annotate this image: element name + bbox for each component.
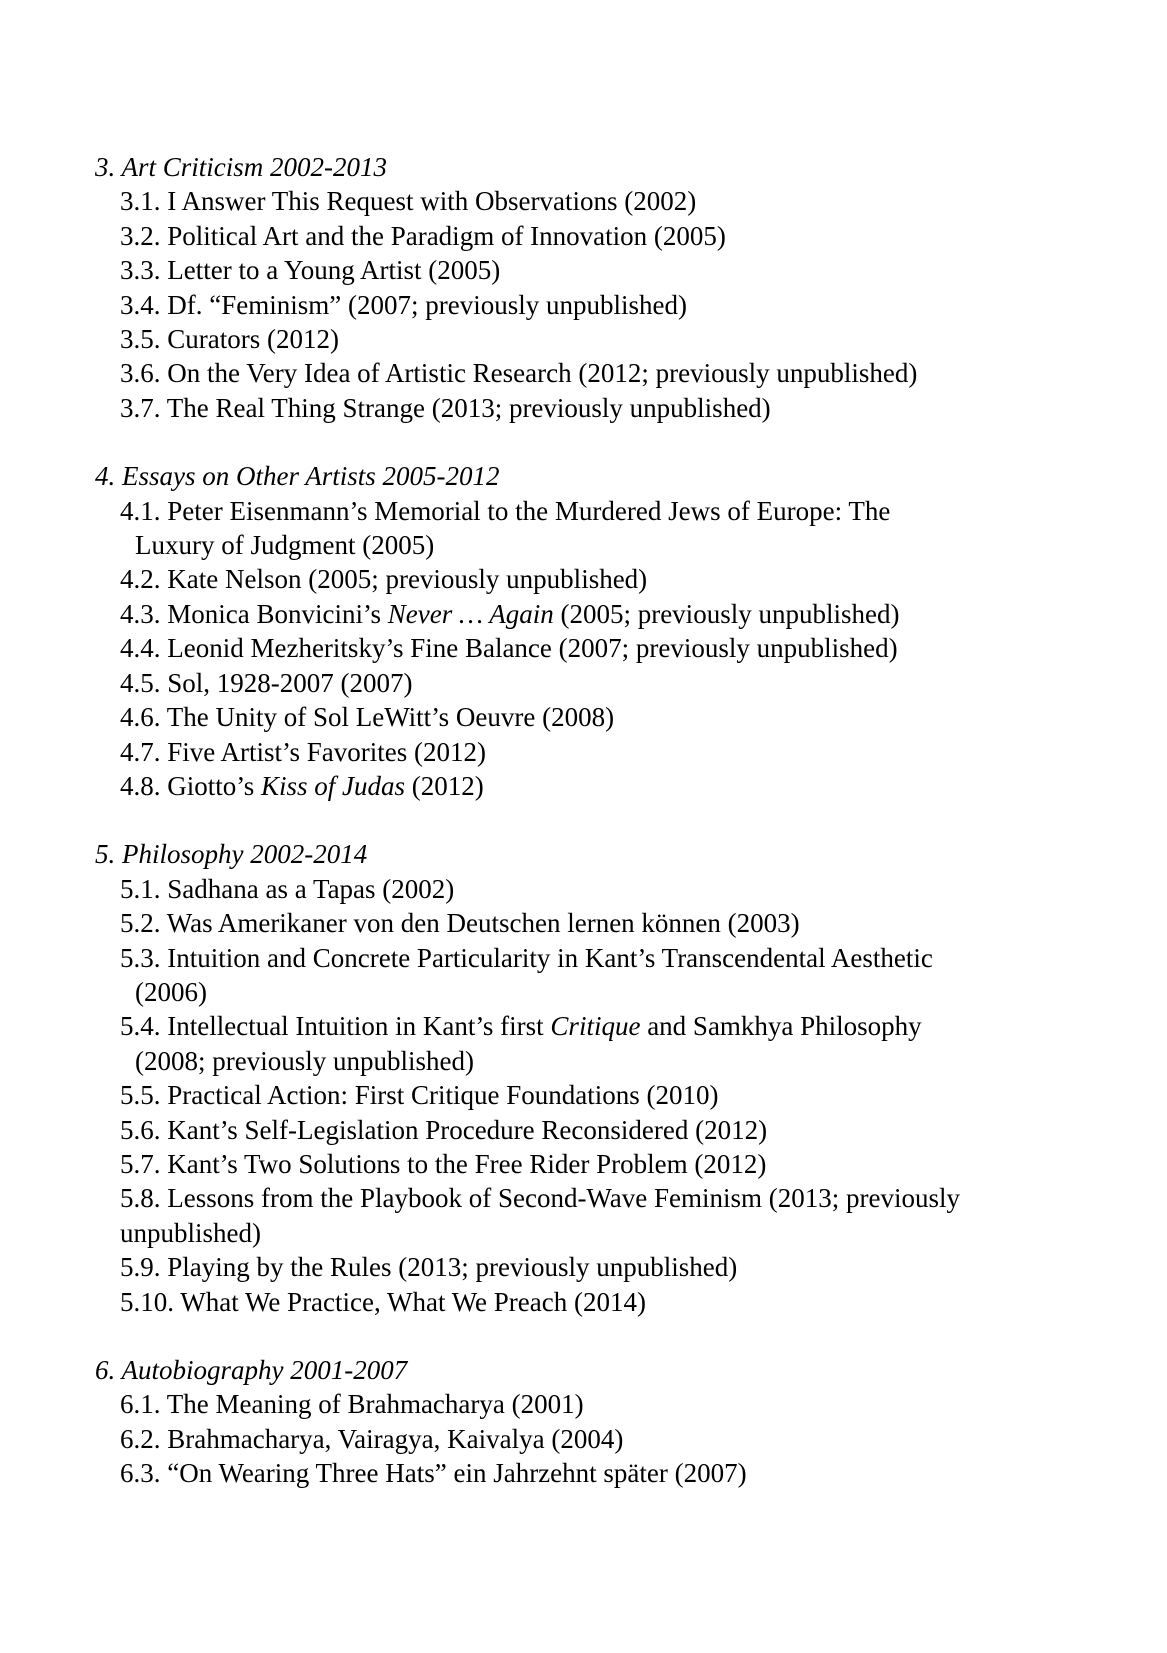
toc-item (95, 1456, 1127, 1490)
toc-item (95, 219, 1127, 253)
toc-item (95, 288, 1127, 322)
text-segment: 4.5. Sol, 1928-2007 (2007) (120, 667, 413, 698)
text-segment: 3.5. Curators (2012) (120, 324, 339, 355)
text-segment: 6.3. “On Wearing Three Hats” ein Jahrzehnt später (2007) (120, 1458, 747, 1489)
text-segment: 4.7. Five Artist’s Favorites (2012) (120, 736, 486, 767)
text-segment: 3.1. I Answer This Request with Observations (2002) (120, 186, 697, 217)
section-header: 4. Essays on Other Artists 2005-2012 (95, 461, 500, 492)
section-header: 3. Art Criticism 2002-2013 (95, 152, 388, 182)
toc-line (120, 1216, 1127, 1250)
toc-line (135, 975, 1127, 1009)
text-segment: (2006) (135, 976, 207, 1007)
toc-item (95, 631, 1127, 665)
text-segment: 5.1. Sadhana as a Tapas (2002) (120, 873, 455, 904)
toc-item (95, 906, 1127, 940)
toc-item (95, 872, 1127, 906)
text-segment: Critique (550, 1011, 641, 1042)
text-segment: Luxury of Judgment (2005) (135, 530, 435, 561)
toc-line (120, 1422, 1127, 1456)
toc-item (95, 941, 1127, 1010)
toc-item (95, 253, 1127, 287)
text-segment: 4.2. Kate Nelson (2005; previously unpublished) (120, 564, 648, 595)
toc-line (120, 597, 1127, 631)
toc-item (95, 494, 1127, 563)
text-segment: 5.6. Kant’s Self-Legislation Procedure Reconsidered (2012) (120, 1114, 768, 1145)
text-segment: 4.6. The Unity of Sol LeWitt’s Oeuvre (2008) (120, 702, 615, 733)
text-segment: 3.6. On the Very Idea of Artistic Research (2012; previously unpublished) (120, 358, 918, 389)
toc-line (120, 1009, 1127, 1043)
text-segment: 3.2. Political Art and the Paradigm of Innovation (2005) (120, 220, 726, 251)
toc-item (95, 1181, 1127, 1250)
toc-item (95, 1422, 1127, 1456)
text-segment: Never … Again (387, 598, 554, 629)
toc-line (120, 906, 1127, 940)
section-header: 6. Autobiography 2001-2007 (95, 1355, 408, 1385)
text-segment: 5.3. Intuition and Concrete Particularity in Kant’s Transcendental Aesthetic (120, 942, 933, 973)
toc-item (95, 1250, 1127, 1284)
text-segment: 5.4. Intellectual Intuition in Kant’s first (120, 1011, 551, 1042)
toc-section (95, 837, 1127, 1319)
text-segment: 6.1. The Meaning of Brahmacharya (2001) (120, 1389, 584, 1420)
text-segment: 4.4. Leonid Mezheritsky’s Fine Balance (2007; previously unpublished) (120, 633, 898, 664)
toc-line (120, 1181, 1127, 1215)
toc-line (120, 1113, 1127, 1147)
toc-item (95, 1285, 1127, 1319)
toc-item (95, 1113, 1127, 1147)
toc-item (95, 1147, 1127, 1181)
text-segment: 5.8. Lessons from the Playbook of Second-Wave Feminism (2013; previously (120, 1183, 960, 1214)
toc-line (120, 356, 1127, 390)
text-segment: unpublished) (120, 1217, 261, 1248)
toc-line (120, 769, 1127, 803)
toc-item (95, 356, 1127, 390)
toc-item (95, 666, 1127, 700)
text-segment: 4.8. Giotto’s (120, 770, 262, 801)
toc-line (120, 631, 1127, 665)
toc-line (120, 1078, 1127, 1112)
text-segment: 4.3. Monica Bonvicini’s (120, 598, 388, 629)
toc-item (95, 1009, 1127, 1078)
toc-item (95, 597, 1127, 631)
toc-line (120, 1250, 1127, 1284)
toc-line (135, 1044, 1127, 1078)
text-segment: 5.10. What We Practice, What We Preach (2014) (120, 1286, 646, 1317)
toc-item (95, 735, 1127, 769)
text-segment: (2008; previously unpublished) (135, 1045, 474, 1076)
toc-line (120, 941, 1127, 975)
text-segment: 5.9. Playing by the Rules (2013; previously unpublished) (120, 1252, 738, 1283)
toc-line (120, 872, 1127, 906)
toc-line (120, 1456, 1127, 1490)
toc-line (120, 219, 1127, 253)
toc-line (120, 322, 1127, 356)
text-segment: (2012) (405, 770, 484, 801)
text-segment: (2005; previously unpublished) (553, 598, 900, 629)
toc-line (120, 735, 1127, 769)
toc-item (95, 562, 1127, 596)
toc-line (120, 391, 1127, 425)
toc-item (95, 769, 1127, 803)
text-segment: 3.3. Letter to a Young Artist (2005) (120, 255, 501, 286)
toc-line (120, 494, 1127, 528)
toc-item (95, 1387, 1127, 1421)
toc-item (95, 391, 1127, 425)
text-segment: 5.2. Was Amerikaner von den Deutschen lernen können (2003) (120, 908, 800, 939)
toc-line (120, 1147, 1127, 1181)
text-segment: Kiss of Judas (261, 770, 406, 801)
text-segment: 3.4. Df. “Feminism” (2007; previously unpublished) (120, 289, 687, 320)
toc-line (120, 253, 1127, 287)
toc-section (95, 459, 1127, 803)
toc-section (95, 1353, 1127, 1491)
toc-line (120, 1285, 1127, 1319)
text-segment: 4.1. Peter Eisenmann’s Memorial to the Murdered Jews of Europe: The (120, 495, 891, 526)
text-segment: and Samkhya Philosophy (640, 1011, 922, 1042)
toc-section (95, 150, 1127, 425)
toc-line (120, 562, 1127, 596)
toc-line (120, 288, 1127, 322)
text-segment: 6.2. Brahmacharya, Vairagya, Kaivalya (2004) (120, 1423, 624, 1454)
toc-item (95, 322, 1127, 356)
text-segment: 5.7. Kant’s Two Solutions to the Free Rider Problem (2012) (120, 1148, 767, 1179)
toc-item (95, 1078, 1127, 1112)
toc-line (120, 666, 1127, 700)
text-segment: 3.7. The Real Thing Strange (2013; previously unpublished) (120, 392, 771, 423)
text-segment: 5.5. Practical Action: First Critique Foundations (2010) (120, 1080, 719, 1111)
toc-line (120, 700, 1127, 734)
table-of-contents (95, 150, 1127, 1491)
toc-line (120, 1387, 1127, 1421)
section-header: 5. Philosophy 2002-2014 (95, 839, 368, 870)
toc-item (95, 184, 1127, 218)
toc-line (135, 528, 1127, 562)
toc-line (120, 184, 1127, 218)
toc-item (95, 700, 1127, 734)
